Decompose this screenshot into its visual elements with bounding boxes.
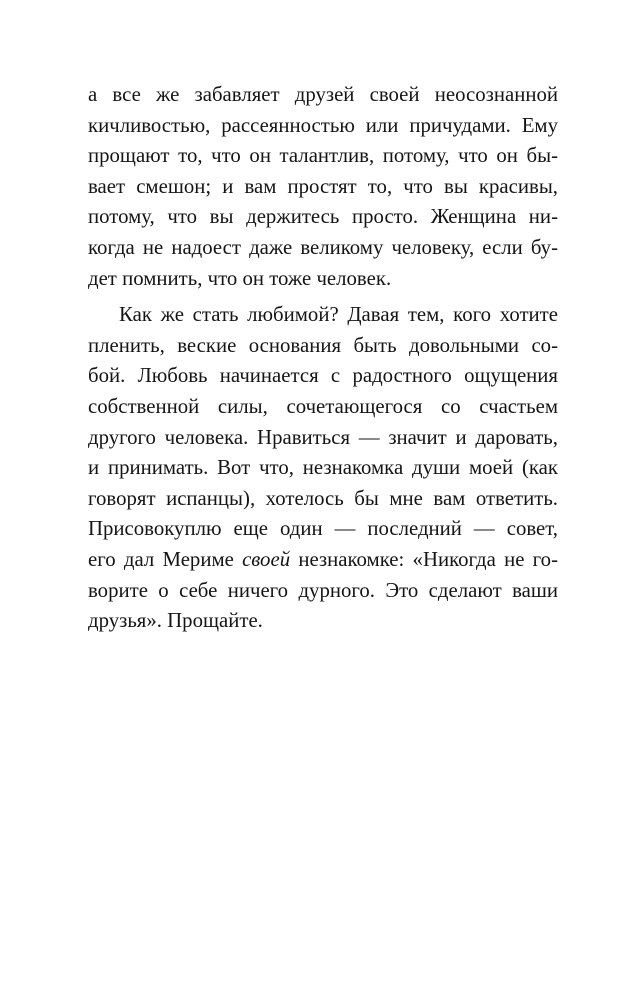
- text-line: прощают то, что он талантлив, потому, что он бы-: [88, 144, 558, 168]
- text-line: бой. Любовь начинается с радостного ощущения: [88, 364, 558, 388]
- text-line: потому, что вы держитесь просто. Женщина ни-: [88, 205, 558, 229]
- text-line: другого человека. Нравиться — значит и даровать,: [88, 425, 558, 449]
- paragraph-1: [88, 80, 558, 294]
- text-line: когда не надоест даже великому человеку, если бу-: [88, 235, 558, 259]
- text-run: незнакомке: «Никогда не го-: [290, 547, 558, 571]
- text-line-with-italic: [88, 545, 558, 576]
- italic-word: своей: [242, 547, 291, 571]
- text-line: Присовокуплю еще один — последний — совет,: [88, 517, 558, 541]
- text-line: друзья». Прощайте.: [88, 609, 263, 633]
- text-line: ворите о себе ничего дурного. Это сделают ваши: [88, 578, 558, 602]
- text-line: кичливостью, рассеянностью или причудами. Ему: [88, 113, 558, 137]
- page-text: [88, 80, 558, 637]
- text-line: Как же стать любимой? Давая тем, кого хотите: [119, 303, 558, 327]
- text-line: собственной силы, сочетающегося со счастьем: [88, 394, 558, 418]
- text-line: пленить, веские основания быть довольными со-: [88, 333, 558, 357]
- text-line: и принимать. Вот что, незнакомка души моей (как: [88, 456, 558, 480]
- text-line: дет помнить, что он тоже человек.: [88, 266, 392, 290]
- paragraph-2: [88, 300, 558, 637]
- text-line: а все же забавляет друзей своей неосознанной: [88, 83, 558, 106]
- text-line: вает смешон; и вам простят то, что вы красивы,: [88, 174, 558, 198]
- text-line: говорят испанцы), хотелось бы мне вам ответить.: [88, 486, 558, 510]
- text-run: его дал Мериме: [88, 547, 243, 571]
